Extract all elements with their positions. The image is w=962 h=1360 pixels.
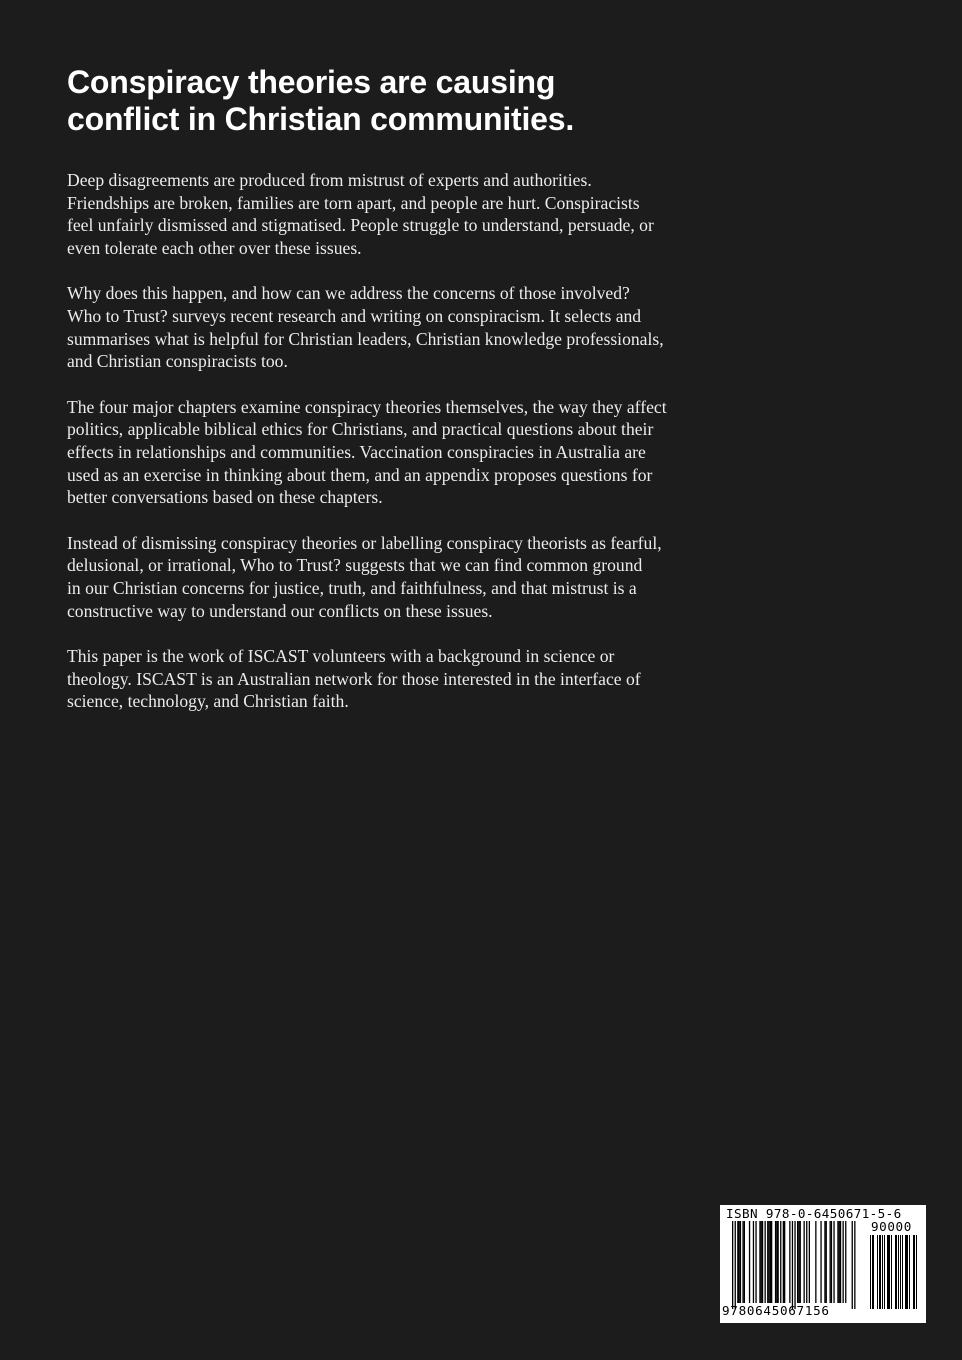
barcode-bar	[794, 1221, 795, 1309]
addon-bar	[898, 1235, 899, 1309]
barcode-bar	[780, 1221, 781, 1303]
barcode-bar	[815, 1221, 816, 1303]
blurb-line: Deep disagreements are produced from mistrust of experts and authorities.	[67, 170, 592, 190]
addon-bar	[882, 1235, 883, 1309]
blurb-paragraph	[67, 396, 767, 510]
addon-bar	[914, 1235, 915, 1309]
barcode-bar	[804, 1221, 805, 1303]
addon-bar	[913, 1235, 914, 1309]
addon-bar	[909, 1235, 910, 1309]
addon-bar	[907, 1235, 908, 1309]
addon-bar	[895, 1235, 896, 1309]
blurb-line: and Christian conspiracists too.	[67, 351, 288, 372]
addon-bar	[902, 1235, 903, 1309]
ean-digits: 9780645067156	[722, 1303, 830, 1318]
barcode-bar	[806, 1221, 807, 1303]
barcode-bar	[784, 1221, 785, 1303]
barcode-bar	[824, 1221, 825, 1303]
barcode-bar	[845, 1221, 846, 1303]
addon-bar	[896, 1235, 897, 1309]
addon-bar	[884, 1235, 885, 1309]
barcode-bar	[852, 1221, 853, 1309]
barcode-bar	[765, 1221, 766, 1303]
blurb-line: Who to Trust? surveys recent research and writing on conspiracism. It selects and	[67, 306, 642, 327]
barcode-bar	[843, 1221, 844, 1303]
barcode-bar	[800, 1221, 801, 1303]
addon-bar	[905, 1235, 906, 1309]
barcode-bar	[732, 1221, 733, 1309]
barcode-bar	[789, 1221, 790, 1303]
addon-bar	[889, 1235, 890, 1309]
barcode-bar	[762, 1221, 763, 1303]
barcode-bar	[735, 1221, 736, 1309]
barcode-bar	[767, 1221, 768, 1303]
blurb-line: constructive way to understand our conflicts on these issues.	[67, 600, 493, 621]
barcode-bar	[749, 1221, 750, 1303]
barcode-bar	[840, 1221, 841, 1303]
barcode-bar	[753, 1221, 754, 1303]
barcode-bar	[759, 1221, 760, 1303]
barcode-bar	[771, 1221, 772, 1303]
isbn-barcode	[720, 1205, 926, 1323]
headline	[67, 64, 827, 138]
barcode-bar	[798, 1221, 799, 1303]
barcode-bar	[744, 1221, 745, 1303]
barcode-bar	[755, 1221, 756, 1303]
blurb-line: in our Christian concerns for justice, truth, and faithfulness, and that mistrust is a	[67, 578, 637, 599]
barcode-bar	[854, 1221, 855, 1309]
headline-line: Conspiracy theories are causing	[67, 64, 556, 100]
addon-digits: 90000	[871, 1219, 912, 1234]
barcode-bar	[830, 1221, 831, 1303]
addon-bar	[916, 1235, 917, 1309]
blurb-paragraph	[67, 282, 767, 373]
barcode-bar	[820, 1221, 821, 1303]
addon-bar	[900, 1235, 901, 1309]
blurb-line: science, technology, and Christian faith.	[67, 691, 349, 712]
barcode-bar	[792, 1221, 793, 1309]
barcode-bar	[797, 1221, 798, 1303]
blurb-line: This paper is the work of ISCAST volunteers with a background in science or	[67, 645, 615, 666]
blurb-line: politics, applicable biblical ethics for Christians, and practical questions about their	[67, 419, 654, 440]
addon-bar	[870, 1235, 871, 1309]
blurb-line: better conversations based on these chapters.	[67, 487, 383, 508]
barcode-bar	[740, 1221, 741, 1303]
addon-bar	[906, 1235, 907, 1309]
addon-bar	[880, 1235, 881, 1309]
blurb-line: effects in relationships and communities. Vaccination conspiracies in Australia are	[67, 442, 646, 463]
barcode-bar	[839, 1221, 840, 1303]
barcode-bar	[831, 1221, 832, 1303]
blurb-line: feel unfairly dismissed and stigmatised. People struggle to understand, persuade, or	[67, 215, 654, 236]
barcode-bar	[826, 1221, 827, 1303]
isbn-label: ISBN 978-0-6450671-5-6	[726, 1206, 902, 1221]
blurb-line: Why does this happen, and how can we address the concerns of those involved?	[67, 283, 630, 304]
barcode-bar	[739, 1221, 740, 1303]
blurb-line: even tolerate each other over these issues.	[67, 238, 362, 259]
barcode-bar	[809, 1221, 810, 1303]
barcode-bar	[742, 1221, 743, 1303]
blurb-line: used as an exercise in thinking about them, and an appendix proposes questions for	[67, 464, 653, 485]
barcode-bar	[837, 1221, 838, 1303]
barcode-bar	[833, 1221, 834, 1303]
barcode-bar	[761, 1221, 762, 1303]
blurb-line: summarises what is helpful for Christian leaders, Christian knowledge professionals,	[67, 328, 664, 349]
blurb-paragraph	[67, 645, 767, 713]
addon-bar	[877, 1235, 878, 1309]
blurb-line: The four major chapters examine conspiracy theories themselves, the way they affect	[67, 396, 667, 417]
barcode-bar	[783, 1221, 784, 1303]
addon-bar	[888, 1235, 889, 1309]
barcode-bar	[776, 1221, 777, 1303]
blurb-paragraph	[67, 532, 767, 623]
barcode-bar	[768, 1221, 769, 1303]
barcode-bar	[778, 1221, 779, 1303]
barcode-bar	[770, 1221, 771, 1303]
blurb-paragraph	[67, 169, 767, 260]
blurb	[67, 169, 767, 736]
blurb-line: Friendships are broken, families are torn apart, and people are hurt. Conspiracists	[67, 192, 640, 213]
blurb-line: Instead of dismissing conspiracy theories or labelling conspiracy theorists as fearful,	[67, 532, 662, 553]
addon-bar	[879, 1235, 880, 1309]
blurb-line: delusional, or irrational, Who to Trust? suggests that we can find common ground	[67, 555, 643, 576]
addon-bar	[872, 1235, 873, 1309]
barcode-bar	[737, 1221, 738, 1303]
addon-bar	[891, 1235, 892, 1309]
headline-line: conflict in Christian communities.	[67, 101, 575, 137]
blurb-line: theology. ISCAST is an Australian network for those interested in the interface of	[67, 668, 641, 689]
addon-bar	[873, 1235, 874, 1309]
barcode-bar	[775, 1221, 776, 1303]
addon-bar	[887, 1235, 888, 1309]
